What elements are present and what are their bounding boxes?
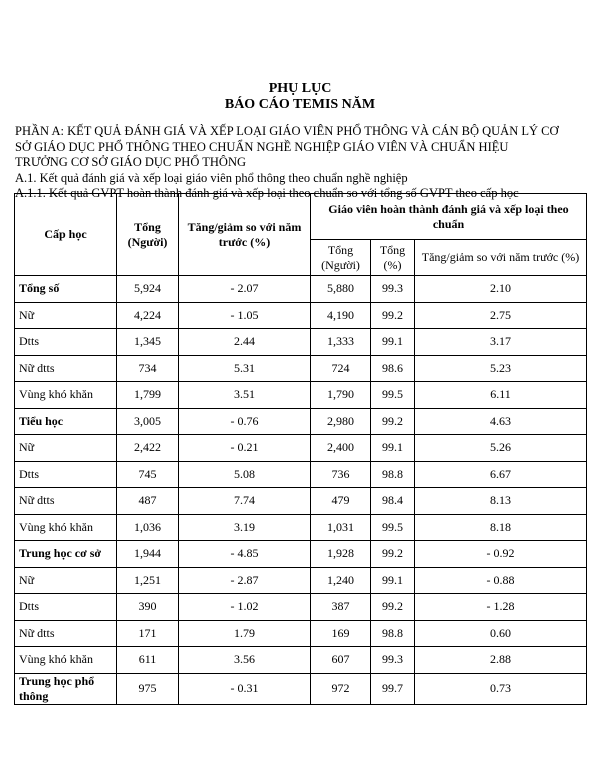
header-completed-change: Tăng/giảm so với năm trước (%) (415, 240, 587, 276)
header-change: Tăng/giảm so với năm trước (%) (179, 194, 311, 276)
cell-completed-change: 5.23 (415, 355, 587, 382)
table-row (15, 382, 587, 409)
cell-total: 171 (117, 620, 179, 647)
cell-change: 5.31 (179, 355, 311, 382)
cell-completed-total: 607 (311, 647, 371, 674)
cell-completed-total: 1,333 (311, 329, 371, 356)
cell-completed-total: 169 (311, 620, 371, 647)
cell-completed-percent: 99.1 (371, 567, 415, 594)
cell-completed-total: 736 (311, 461, 371, 488)
cell-total: 1,944 (117, 541, 179, 568)
cell-completed-total: 387 (311, 594, 371, 621)
cell-completed-change: 0.73 (415, 673, 587, 704)
cell-change: 3.56 (179, 647, 311, 674)
cell-completed-total: 2,400 (311, 435, 371, 462)
cell-completed-total: 1,031 (311, 514, 371, 541)
section-a11-heading: A.1.1. Kết quả GVPT hoàn thành đánh giá và xếp loại theo chuẩn so với tổng số GVPT theo cấp học (15, 186, 519, 200)
cell-change: 3.51 (179, 382, 311, 409)
cell-total: 4,224 (117, 302, 179, 329)
cell-completed-total: 1,928 (311, 541, 371, 568)
header-completed-group: Giáo viên hoàn thành đánh giá và xếp loại theo chuẩn (311, 194, 587, 240)
cell-completed-percent: 99.2 (371, 541, 415, 568)
cell-change: 5.08 (179, 461, 311, 488)
cell-total: 2,422 (117, 435, 179, 462)
row-label: Nữ (15, 435, 117, 462)
row-label: Trung học phổ thông (15, 673, 117, 704)
cell-completed-total: 5,880 (311, 276, 371, 303)
cell-completed-total: 1,790 (311, 382, 371, 409)
header-completed-total: Tổng (Người) (311, 240, 371, 276)
row-label: Nữ dtts (15, 620, 117, 647)
row-label: Dtts (15, 329, 117, 356)
cell-completed-total: 972 (311, 673, 371, 704)
cell-total: 975 (117, 673, 179, 704)
row-label: Nữ (15, 302, 117, 329)
cell-total: 487 (117, 488, 179, 515)
table-row (15, 673, 587, 704)
cell-total: 734 (117, 355, 179, 382)
cell-change: - 0.21 (179, 435, 311, 462)
row-label: Vùng khó khăn (15, 382, 117, 409)
cell-change: 2.44 (179, 329, 311, 356)
cell-completed-percent: 99.2 (371, 594, 415, 621)
report-title: BÁO CÁO TEMIS NĂM (224, 97, 376, 112)
cell-completed-total: 479 (311, 488, 371, 515)
cell-completed-total: 4,190 (311, 302, 371, 329)
cell-completed-percent: 99.1 (371, 329, 415, 356)
cell-total: 1,036 (117, 514, 179, 541)
cell-total: 1,251 (117, 567, 179, 594)
cell-completed-change: 8.18 (415, 514, 587, 541)
row-label: Nữ dtts (15, 488, 117, 515)
cell-completed-total: 724 (311, 355, 371, 382)
cell-completed-percent: 99.1 (371, 435, 415, 462)
cell-completed-percent: 99.5 (371, 382, 415, 409)
row-label: Nữ (15, 567, 117, 594)
cell-completed-change: 3.17 (415, 329, 587, 356)
table-row (15, 408, 587, 435)
appendix-title: PHỤ LỤC (268, 81, 332, 96)
cell-completed-change: 6.11 (415, 382, 587, 409)
cell-completed-percent: 99.3 (371, 647, 415, 674)
cell-total: 745 (117, 461, 179, 488)
row-label: Dtts (15, 461, 117, 488)
cell-completed-change: 5.26 (415, 435, 587, 462)
cell-completed-change: - 0.88 (415, 567, 587, 594)
table-row (15, 435, 587, 462)
table-row (15, 567, 587, 594)
results-table (14, 193, 587, 705)
table-row (15, 647, 587, 674)
cell-change: 1.79 (179, 620, 311, 647)
table-row (15, 594, 587, 621)
table-row (15, 355, 587, 382)
row-label: Tiểu học (15, 408, 117, 435)
row-label: Vùng khó khăn (15, 647, 117, 674)
header-level: Cấp học (15, 194, 117, 276)
cell-completed-percent: 98.4 (371, 488, 415, 515)
part-a-heading-line-3: TRƯỞNG CƠ SỞ GIÁO DỤC PHỔ THÔNG (15, 155, 247, 169)
table-row (15, 541, 587, 568)
cell-completed-percent: 98.6 (371, 355, 415, 382)
cell-total: 1,345 (117, 329, 179, 356)
cell-completed-percent: 98.8 (371, 461, 415, 488)
row-label: Nữ dtts (15, 355, 117, 382)
cell-completed-percent: 99.7 (371, 673, 415, 704)
cell-completed-change: - 1.28 (415, 594, 587, 621)
cell-change: - 1.02 (179, 594, 311, 621)
cell-completed-change: 2.75 (415, 302, 587, 329)
header-completed-percent: Tổng (%) (371, 240, 415, 276)
table-row (15, 276, 587, 303)
table-body (15, 276, 587, 705)
table-row (15, 302, 587, 329)
cell-change: - 2.07 (179, 276, 311, 303)
cell-completed-percent: 99.2 (371, 302, 415, 329)
table-row (15, 329, 587, 356)
part-a-heading-line-2: SỞ GIÁO DỤC PHỔ THÔNG THEO CHUẨN NGHỀ NGHIỆP GIÁO VIÊN VÀ CHUẨN HIỆU (15, 139, 509, 154)
cell-completed-total: 2,980 (311, 408, 371, 435)
cell-completed-percent: 98.8 (371, 620, 415, 647)
cell-completed-total: 1,240 (311, 567, 371, 594)
cell-change: 3.19 (179, 514, 311, 541)
table-row (15, 488, 587, 515)
cell-total: 1,799 (117, 382, 179, 409)
cell-completed-change: 8.13 (415, 488, 587, 515)
cell-total: 3,005 (117, 408, 179, 435)
cell-total: 5,924 (117, 276, 179, 303)
cell-completed-percent: 99.3 (371, 276, 415, 303)
cell-change: - 2.87 (179, 567, 311, 594)
row-label: Trung học cơ sở (15, 541, 117, 568)
row-label: Dtts (15, 594, 117, 621)
cell-completed-change: 4.63 (415, 408, 587, 435)
row-label: Tổng số (15, 276, 117, 303)
part-a-heading-line-1: PHẦN A: KẾT QUẢ ĐÁNH GIÁ VÀ XẾP LOẠI GIÁO VIÊN PHỔ THÔNG VÀ CÁN BỘ QUẢN LÝ CƠ (15, 124, 559, 138)
cell-completed-change: 0.60 (415, 620, 587, 647)
cell-completed-change: - 0.92 (415, 541, 587, 568)
intro-text (15, 124, 590, 202)
section-a1-heading: A.1. Kết quả đánh giá và xếp loại giáo viên phổ thông theo chuẩn nghề nghiệp (15, 170, 408, 185)
cell-change: - 0.31 (179, 673, 311, 704)
cell-change: - 0.76 (179, 408, 311, 435)
table-row (15, 620, 587, 647)
cell-change: 7.74 (179, 488, 311, 515)
row-label: Vùng khó khăn (15, 514, 117, 541)
table-row (15, 461, 587, 488)
table-row (15, 514, 587, 541)
cell-completed-change: 6.67 (415, 461, 587, 488)
cell-total: 611 (117, 647, 179, 674)
cell-total: 390 (117, 594, 179, 621)
cell-change: - 1.05 (179, 302, 311, 329)
cell-completed-percent: 99.5 (371, 514, 415, 541)
header-total: Tổng (Người) (117, 194, 179, 276)
cell-completed-percent: 99.2 (371, 408, 415, 435)
cell-completed-change: 2.88 (415, 647, 587, 674)
cell-completed-change: 2.10 (415, 276, 587, 303)
cell-change: - 4.85 (179, 541, 311, 568)
